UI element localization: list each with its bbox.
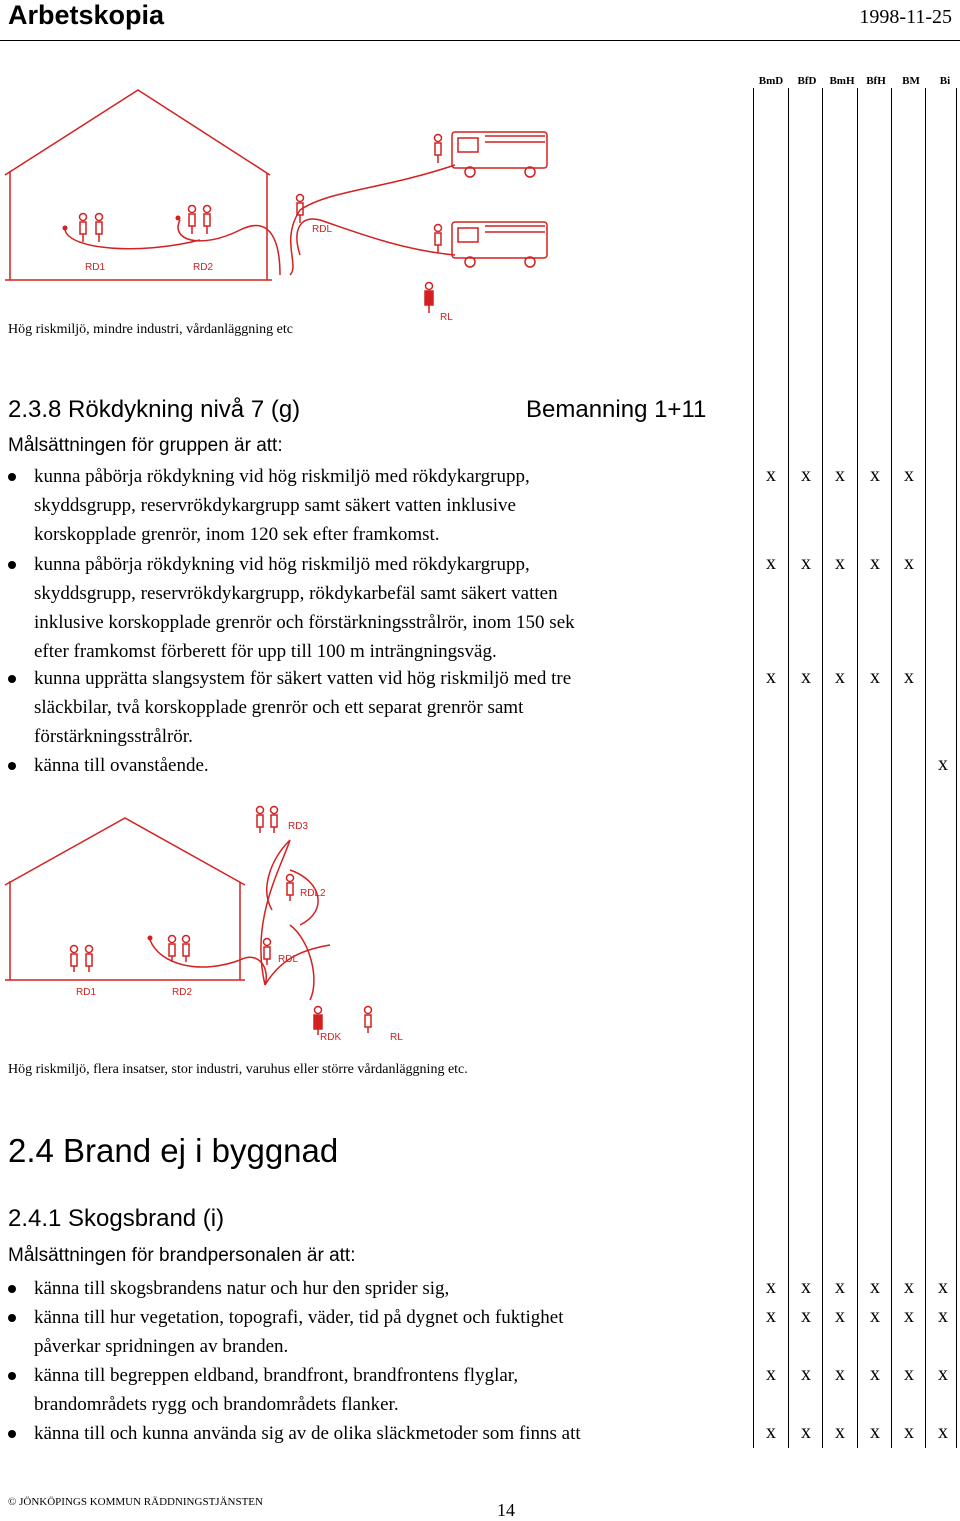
label-rd1: RD1 [85,262,106,273]
figure-2-caption: Hög riskmiljö, flera insatser, stor industri, varuhus eller större vårdanläggning etc. [8,1062,468,1077]
list-item: känna till skogsbrandens natur och hur den sprider sig, [8,1274,733,1304]
column-header-bfh: BfH [866,75,886,87]
label-rl: RL [440,312,453,323]
document-title: Arbetskopia [8,0,165,30]
section-2-4-1-heading: 2.4.1 Skogsbrand (i) [8,1205,225,1232]
staffing-label: Bemanning 1+11 [526,396,707,423]
section-2-4-1-intro: Målsättningen för brandpersonalen är att: [8,1245,356,1266]
list-item: kunna upprätta slangsystem för säkert vatten vid hög riskmiljö med tre släckbilar, två korskopplade grenrör och ett separat grenrör samt förstärkningsstrålrör. [8,664,733,752]
column-divider [891,88,892,1448]
section-2-4-heading: 2.4 Brand ej i byggnad [8,1132,339,1169]
section-2-3-8-heading: 2.3.8 Rökdykning nivå 7 (g) [8,396,301,423]
bullet-icon [8,1372,16,1380]
label-rd3: RD3 [288,821,309,832]
label-rdl: RDL [312,224,333,235]
bullet-icon [8,473,16,481]
section-2-3-8-intro: Målsättningen för gruppen är att: [8,435,283,456]
bullet-icon [8,1314,16,1322]
footer-organization: © JÖNKÖPINGS KOMMUN RÄDDNINGSTJÄNSTEN [8,1496,263,1508]
column-divider [753,88,754,1448]
label-rdl: RDL [278,954,299,965]
bullet-icon [8,1430,16,1438]
label-rd1: RD1 [76,987,97,998]
column-header-bmd: BmD [758,75,784,87]
list-item: känna till och kunna använda sig av de olika släckmetoder som finns att [8,1419,733,1449]
bullet-icon [8,762,16,770]
bullet-icon [8,561,16,569]
column-header-bm: BM [902,75,920,87]
list-item: kunna påbörja rökdykning vid hög riskmiljö med rökdykargrupp, skyddsgrupp, reservrökdykargrupp, rökdykarbefäl samt säkert vatten inklusive korskopplade grenrör och förstärkningsstrålrör, inom 150 sek efter framkomst förberett för upp till 100 m inträngningsväg. [8,550,733,666]
column-header-bfd: BfD [797,75,817,87]
column-header-bi: Bi [939,75,951,87]
label-rd2: RD2 [172,987,193,998]
header-rule [0,40,960,41]
list-item: känna till ovanstående. [8,751,733,781]
column-divider [822,88,823,1448]
list-item: känna till begreppen eldband, brandfront, brandfrontens flyglar, brandområdets rygg och brandområdets flanker. [8,1361,733,1419]
figure-2-diagram [0,800,740,1050]
bullet-icon [8,675,16,683]
label-rdk: RDK [320,1032,342,1043]
page-number: 14 [497,1500,515,1520]
document-date: 1998-11-25 [859,6,952,28]
list-item: kunna påbörja rökdykning vid hög riskmiljö med rökdykargrupp, skyddsgrupp, reservrökdykargrupp samt säkert vatten inklusive korskopplade grenrör, inom 120 sek efter framkomst. [8,462,733,550]
column-divider [788,88,789,1448]
figure-1-caption: Hög riskmiljö, mindre industri, vårdanläggning etc [8,322,294,337]
list-item: känna till hur vegetation, topografi, väder, tid på dygnet och fuktighet påverkar spridningen av branden. [8,1303,733,1361]
column-header-bmh: BmH [829,75,855,87]
column-divider [857,88,858,1448]
bullet-icon [8,1285,16,1293]
label-rl: RL [390,1032,403,1043]
figure-1-diagram [0,80,740,330]
label-rd2: RD2 [193,262,214,273]
label-rdl2: RDL2 [300,888,326,899]
